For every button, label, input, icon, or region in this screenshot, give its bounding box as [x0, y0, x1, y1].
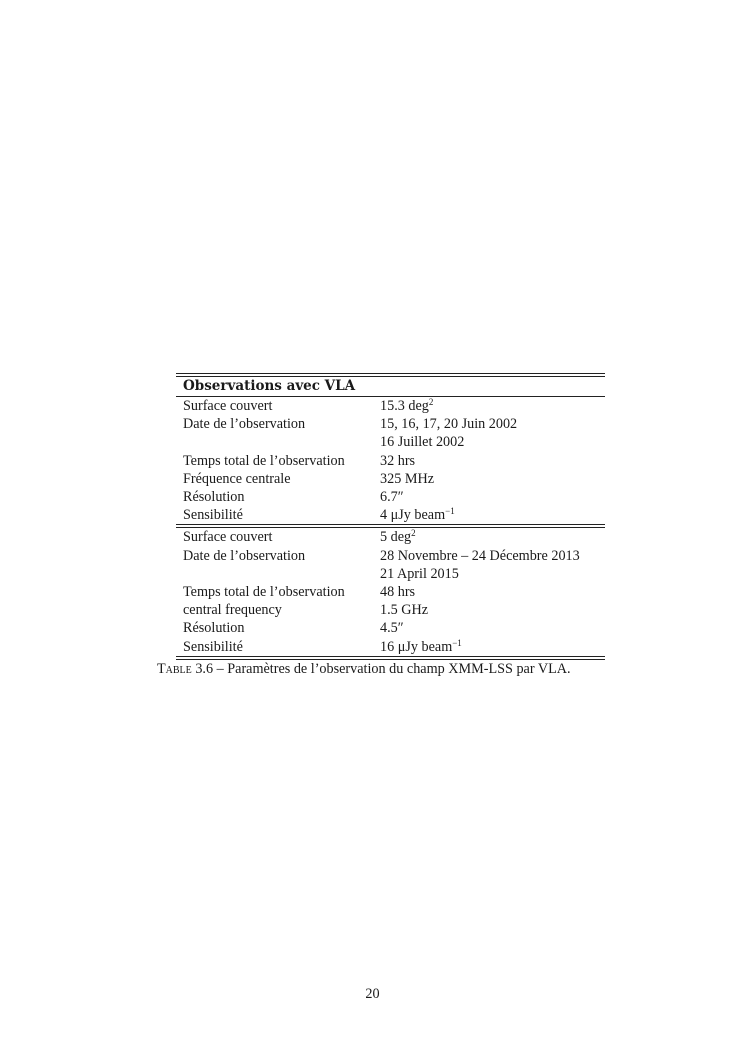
table-row	[176, 583, 605, 601]
row-value: 15.3 deg$^2$	[380, 397, 434, 414]
table-caption	[157, 661, 627, 678]
table-row	[176, 488, 605, 506]
observation-table	[176, 373, 605, 660]
table-row	[176, 619, 605, 637]
row-label: Date de l’observation	[183, 547, 306, 564]
table-row	[176, 415, 605, 433]
row-label: Résolution	[183, 620, 245, 637]
row-value: 1.5 GHz	[380, 602, 429, 619]
row-value: 16 μJy beam$^{-1}$	[380, 637, 462, 655]
caption-label: Table 3.6	[157, 661, 214, 677]
row-label: Surface couvert	[183, 398, 273, 414]
row-label: Surface couvert	[183, 529, 273, 546]
row-value: 325 MHz	[380, 470, 434, 487]
row-label: Sensibilité	[183, 638, 243, 655]
row-value: 6.7″	[380, 489, 404, 506]
table-row	[176, 470, 605, 488]
table-header: Observations avec VLA	[183, 378, 356, 394]
row-label: Temps total de l’observation	[183, 584, 345, 601]
table-row	[176, 397, 605, 415]
table-section-1	[176, 397, 605, 524]
page-number: 20	[365, 986, 380, 1002]
table-section-2	[176, 528, 605, 655]
row-label: Fréquence centrale	[183, 470, 291, 487]
table-row	[176, 547, 605, 565]
row-label: Sensibilité	[183, 507, 243, 524]
table-bottom-rule	[176, 656, 605, 660]
row-label: Date de l’observation	[183, 416, 306, 433]
table-row	[176, 528, 605, 546]
caption-separator: –	[213, 661, 228, 677]
row-value: 5 deg$^2$	[380, 528, 416, 546]
row-value: 4.5″	[380, 620, 404, 637]
table-row	[176, 433, 605, 451]
row-label	[176, 565, 373, 583]
row-value: 32 hrs	[380, 452, 416, 469]
row-value: 4 μJy beam$^{-1}$	[380, 506, 455, 524]
row-label: central frequency	[183, 602, 282, 619]
row-value: 28 Novembre – 24 Décembre 2013	[380, 547, 580, 564]
row-value: 16 Juillet 2002	[380, 434, 465, 451]
row-label	[176, 433, 373, 451]
table-row	[176, 452, 605, 470]
table-row	[176, 506, 605, 524]
row-value: 21 April 2015	[380, 565, 459, 582]
table-row	[176, 565, 605, 583]
table-row	[176, 601, 605, 619]
row-value: 15, 16, 17, 20 Juin 2002	[380, 416, 518, 433]
row-label: Résolution	[183, 489, 245, 506]
caption-text: Paramètres de l’observation du champ XMM-LSS par VLA.	[227, 661, 571, 677]
row-value: 48 hrs	[380, 584, 416, 601]
row-label: Temps total de l’observation	[183, 452, 345, 469]
table-row	[176, 638, 605, 656]
